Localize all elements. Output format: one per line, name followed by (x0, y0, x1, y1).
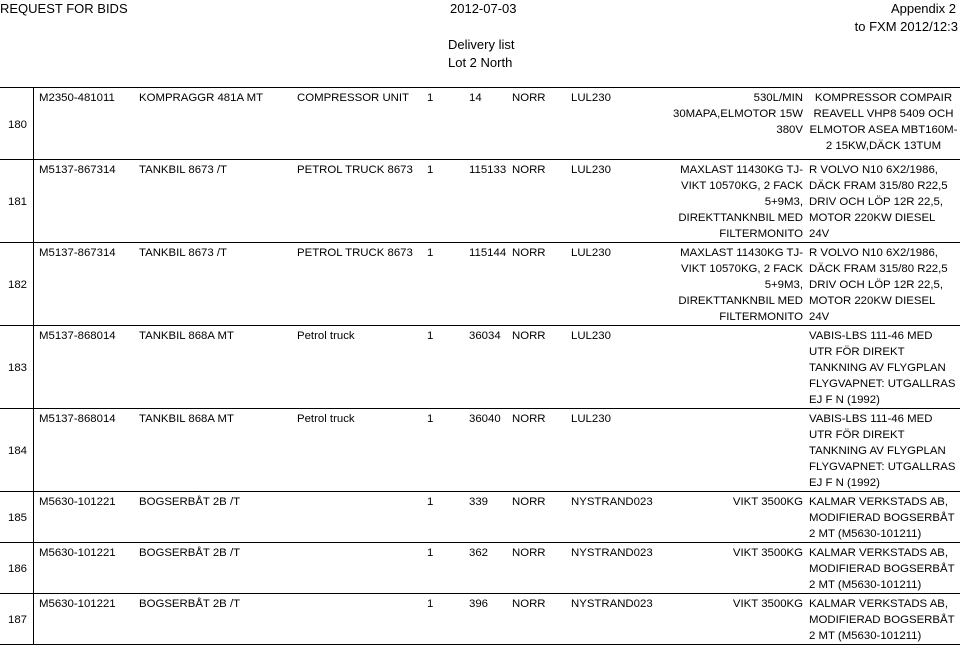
specification-text: VIKT 3500KG (732, 547, 803, 559)
region: NORR (512, 492, 571, 543)
location: LUL230 (571, 160, 670, 243)
quantity: 1 (427, 543, 469, 594)
row-number: 185 (0, 492, 33, 543)
article-number: M5630-101221 (39, 492, 139, 543)
item-id: 362 (469, 543, 512, 594)
table-row (0, 160, 960, 243)
location: LUL230 (571, 409, 670, 492)
item-name: TANKBIL 8673 /T (139, 160, 297, 243)
quantity: 1 (427, 160, 469, 243)
location: NYSTRAND023 (571, 543, 670, 594)
quantity: 1 (427, 409, 469, 492)
item-type: Petrol truck (297, 326, 427, 409)
location: NYSTRAND023 (571, 594, 670, 645)
specification-text: VIKT 3500KG (732, 496, 803, 508)
region: NORR (512, 160, 571, 243)
item-id: 339 (469, 492, 512, 543)
quantity: 1 (427, 594, 469, 645)
remarks: KALMAR VERKSTADS AB, MODIFIERAD BOGSERBÅT 2 MT (M5630-101211) (809, 594, 960, 645)
table-row (0, 594, 960, 645)
item-type (297, 594, 427, 645)
remarks: R VOLVO N10 6X2/1986, DÄCK FRAM 315/80 R22,5 DRIV OCH LÖP 12R 22,5, MOTOR 220KW DIESEL 24V (809, 243, 960, 326)
item-id: 14 (469, 88, 512, 160)
region: NORR (512, 326, 571, 409)
article-number: M5137-867314 (39, 243, 139, 326)
article-number: M5630-101221 (39, 594, 139, 645)
row-number: 181 (0, 160, 33, 243)
item-id: 36034 (469, 326, 512, 409)
item-id: 115133 (469, 160, 512, 243)
quantity: 1 (427, 492, 469, 543)
item-type (297, 492, 427, 543)
page-title: REQUEST FOR BIDS (0, 1, 128, 16)
location: LUL230 (571, 243, 670, 326)
table-row (0, 326, 960, 409)
item-type: PETROL TRUCK 8673 (297, 243, 427, 326)
specification-text: VIKT 3500KG (732, 598, 803, 610)
specification (670, 243, 809, 326)
row-number: 186 (0, 543, 33, 594)
item-id: 115144 (469, 243, 512, 326)
lot-heading: Lot 2 North (448, 55, 513, 70)
item-name: BOGSERBÅT 2B /T (139, 492, 297, 543)
delivery-list-heading: Delivery list (448, 37, 515, 52)
item-name: TANKBIL 8673 /T (139, 243, 297, 326)
delivery-table (0, 87, 960, 645)
specification (670, 492, 809, 543)
region: NORR (512, 409, 571, 492)
article-number: M5630-101221 (39, 543, 139, 594)
location: NYSTRAND023 (571, 492, 670, 543)
row-number: 187 (0, 594, 33, 645)
table-row (0, 243, 960, 326)
article-number: M5137-868014 (39, 326, 139, 409)
specification (670, 594, 809, 645)
item-id: 36040 (469, 409, 512, 492)
table-row (0, 409, 960, 492)
table-row (0, 88, 960, 160)
appendix-label: Appendix 2 (890, 1, 956, 16)
item-type: PETROL TRUCK 8673 (297, 160, 427, 243)
appendix-reference: to FXM 2012/12:3 (854, 19, 958, 34)
article-number: M5137-868014 (39, 409, 139, 492)
item-id: 396 (469, 594, 512, 645)
specification (670, 88, 809, 160)
location: LUL230 (571, 88, 670, 160)
item-type (297, 543, 427, 594)
document-date: 2012-07-03 (450, 1, 517, 16)
remarks: R VOLVO N10 6X2/1986, DÄCK FRAM 315/80 R22,5 DRIV OCH LÖP 12R 22,5, MOTOR 220KW DIESEL 24V (809, 160, 960, 243)
region: NORR (512, 243, 571, 326)
quantity: 1 (427, 326, 469, 409)
article-number: M2350-481011 (39, 88, 139, 160)
specification-text: MAXLAST 11430KG TJ- VIKT 10570KG, 2 FACK 5+9M3, DIREKTTANKNBIL MED FILTERMONITO (678, 164, 803, 240)
region: NORR (512, 543, 571, 594)
specification (670, 543, 809, 594)
row-number: 182 (0, 243, 33, 326)
remarks: KALMAR VERKSTADS AB, MODIFIERAD BOGSERBÅT 2 MT (M5630-101211) (809, 543, 960, 594)
item-type: COMPRESSOR UNIT (297, 88, 427, 160)
row-number: 180 (0, 88, 33, 160)
table-row (0, 492, 960, 543)
specification (670, 160, 809, 243)
table-row (0, 543, 960, 594)
remarks: VABIS-LBS 111-46 MED UTR FÖR DIREKT TANKNING AV FLYGPLAN FLYGVAPNET: UTGALLRAS EJ F N (1992) (809, 409, 960, 492)
location: LUL230 (571, 326, 670, 409)
specification-text: 530L/MIN 30MAPA,ELMOTOR 15W 380V (673, 92, 803, 136)
specification-text: MAXLAST 11430KG TJ- VIKT 10570KG, 2 FACK 5+9M3, DIREKTTANKNBIL MED FILTERMONITO (678, 247, 803, 323)
item-name: TANKBIL 868A MT (139, 409, 297, 492)
remarks: VABIS-LBS 111-46 MED UTR FÖR DIREKT TANKNING AV FLYGPLAN FLYGVAPNET: UTGALLRAS EJ F N (1992) (809, 326, 960, 409)
item-name: BOGSERBÅT 2B /T (139, 594, 297, 645)
region: NORR (512, 594, 571, 645)
item-type: Petrol truck (297, 409, 427, 492)
row-number: 184 (0, 409, 33, 492)
item-name: BOGSERBÅT 2B /T (139, 543, 297, 594)
item-name: TANKBIL 868A MT (139, 326, 297, 409)
region: NORR (512, 88, 571, 160)
item-name: KOMPRAGGR 481A MT (139, 88, 297, 160)
article-number: M5137-867314 (39, 160, 139, 243)
remarks: KALMAR VERKSTADS AB, MODIFIERAD BOGSERBÅT 2 MT (M5630-101211) (809, 492, 960, 543)
quantity: 1 (427, 88, 469, 160)
specification (670, 409, 809, 492)
remarks: KOMPRESSOR COMPAIR REAVELL VHP8 5409 OCH ELMOTOR ASEA MBT160M-2 15KW,DÄCK 13TUM (809, 88, 960, 160)
specification (670, 326, 809, 409)
row-number: 183 (0, 326, 33, 409)
quantity: 1 (427, 243, 469, 326)
